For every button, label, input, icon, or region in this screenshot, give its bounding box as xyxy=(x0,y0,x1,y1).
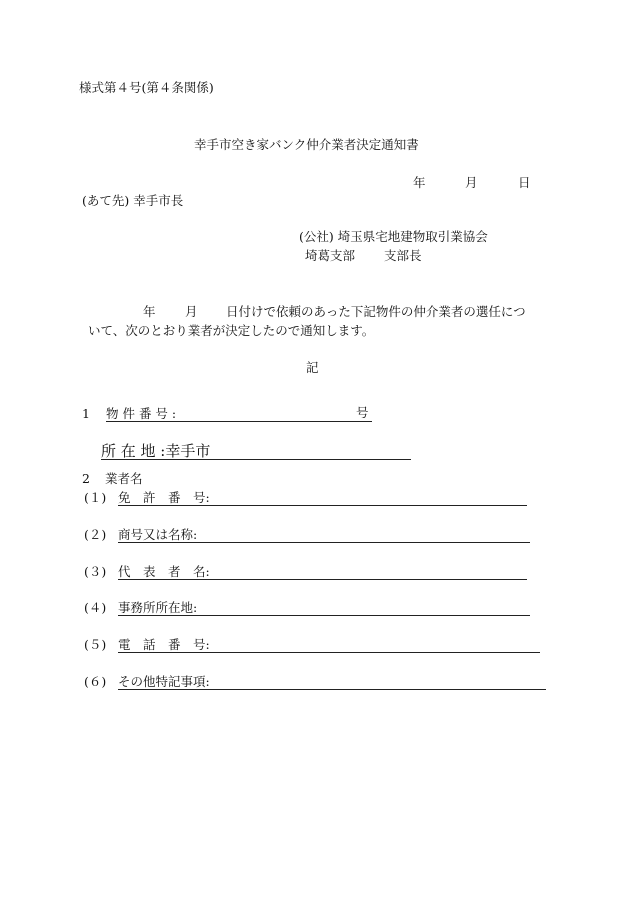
phone-number-line xyxy=(118,652,540,653)
date-year: 年 xyxy=(413,175,426,190)
property-number-underline xyxy=(106,421,372,422)
body-month: 月 xyxy=(185,304,198,319)
representative-label: 代 表 者 名: xyxy=(118,564,210,579)
sender-org: (公社) 埼玉県宅地建物取引業協会 xyxy=(299,229,488,244)
special-notes-label: その他特記事項: xyxy=(118,674,210,689)
location-label: 所 在 地 :幸手市 xyxy=(101,442,211,460)
section1-number: 1 xyxy=(82,406,90,421)
license-number-line xyxy=(118,505,527,506)
date-day: 日 xyxy=(518,175,531,190)
ki-heading: 記 xyxy=(306,360,319,375)
sender-branch: 埼葛支部 xyxy=(305,248,356,263)
item-4-number: (４) xyxy=(84,600,107,615)
office-address-label: 事務所所在地: xyxy=(118,600,198,615)
body-year: 年 xyxy=(143,304,156,319)
sender-role: 支部長 xyxy=(384,248,422,263)
body-line-2: いて、次のとおり業者が決定したので通知します。 xyxy=(88,323,375,338)
date-month: 月 xyxy=(465,175,478,190)
body-line-1: 日付けで依頼のあった下記物件の仲介業者の選任につ xyxy=(226,304,526,319)
item-1-number: (１) xyxy=(84,490,107,505)
special-notes-line xyxy=(118,689,546,690)
property-number-suffix: 号 xyxy=(356,405,369,420)
item-2-number: (２) xyxy=(84,527,107,542)
item-3-number: (３) xyxy=(84,564,107,579)
property-number-label: 物 件 番 号 : xyxy=(106,406,177,421)
item-6-number: (６) xyxy=(84,674,107,689)
license-number-label: 免 許 番 号: xyxy=(118,490,210,505)
recipient: (あて先) 幸手市長 xyxy=(82,193,184,208)
form-number: 様式第４号(第４条関係) xyxy=(79,80,214,95)
trade-name-line xyxy=(118,542,530,543)
representative-line xyxy=(118,579,527,580)
section2-number: 2 xyxy=(82,471,90,486)
location-underline xyxy=(101,459,411,460)
phone-number-label: 電 話 番 号: xyxy=(118,637,210,652)
trade-name-label: 商号又は名称: xyxy=(118,527,198,542)
office-address-line xyxy=(118,615,530,616)
item-5-number: (５) xyxy=(84,637,107,652)
section2-heading: 業者名 xyxy=(105,471,143,486)
document-title: 幸手市空き家バンク仲介業者決定通知書 xyxy=(194,137,419,152)
